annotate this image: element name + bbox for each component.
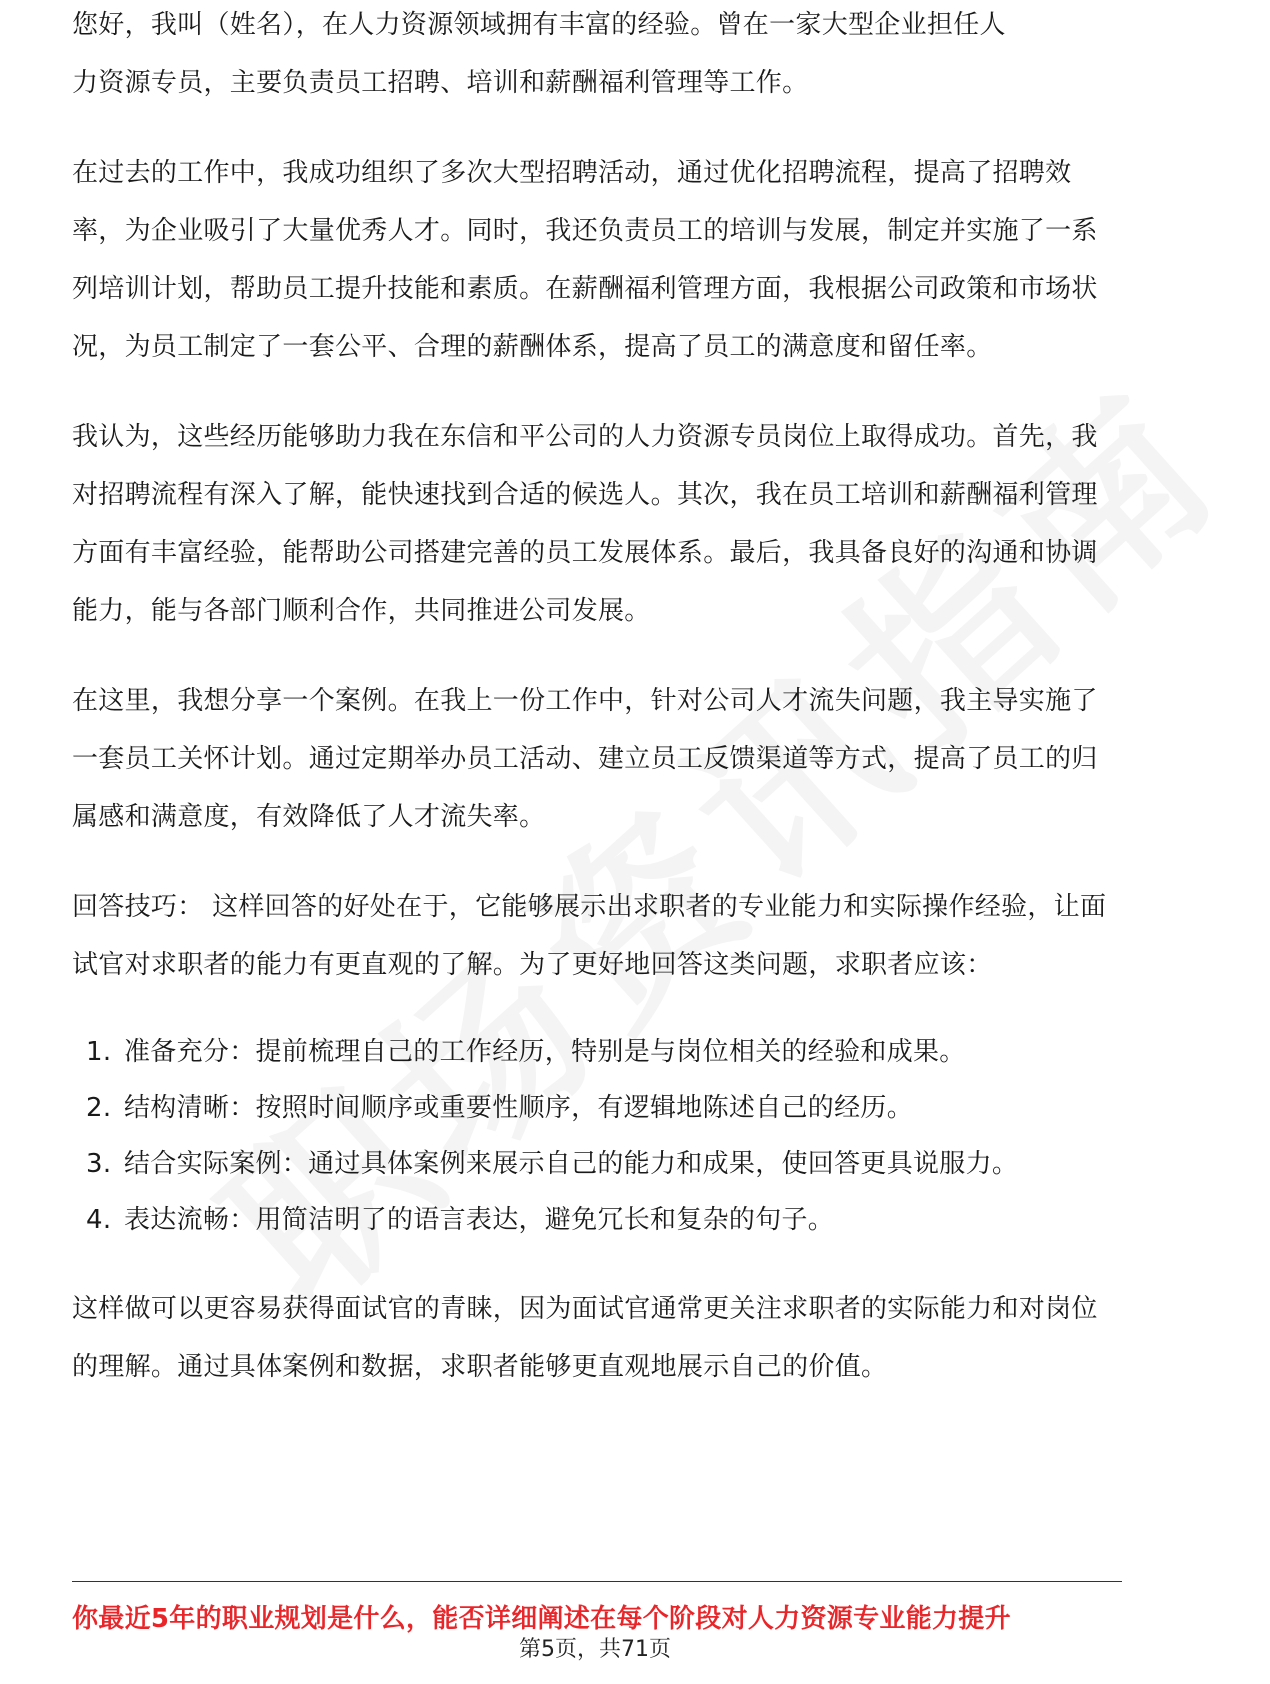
paragraph-conclusion: 这样做可以更容易获得面试官的青睐，因为面试官通常更关注求职者的实际能力和对岗位的理解。通过具体案例和数据，求职者能够更直观地展示自己的价值。 (72, 1294, 1098, 1382)
paragraph-case: 在这里，我想分享一个案例。在我上一份工作中，针对公司人才流失问题，我主导实施了一套员工关怀计划。通过定期举办员工活动、建立员工反馈渠道等方式，提高了员工的归属感和满意度，有效降低了人才流失率。 (72, 686, 1098, 832)
page-number: 第5页，共71页 (519, 1637, 671, 1662)
list-item: 2. 结构清晰：按照时间顺序或重要性顺序，有逻辑地陈述自己的经历。 (86, 1093, 914, 1123)
paragraph-tips-intro: 回答技巧： 这样回答的好处在于，它能够展示出求职者的专业能力和实际操作经验，让面试官对求职者的能力有更直观的了解。为了更好地回答这类问题，求职者应该： (72, 892, 1107, 980)
paragraph-fit: 我认为，这些经历能够助力我在东信和平公司的人力资源专员岗位上取得成功。首先，我对招聘流程有深入了解，能快速找到合适的候选人。其次，我在员工培训和薪酬福利管理方面有丰富经验，能帮助公司搭建完善的员工发展体系。最后，我具备良好的沟通和协调能力，能与各部门顺利合作，共同推进公司发展。 (72, 422, 1098, 626)
paragraph-experience: 在过去的工作中，我成功组织了多次大型招聘活动，通过优化招聘流程，提高了招聘效率，为企业吸引了大量优秀人才。同时，我还负责员工的培训与发展，制定并实施了一系列培训计划，帮助员工提升技能和素质。在薪酬福利管理方面，我根据公司政策和市场状况，为员工制定了一套公平、合理的薪酬体系，提高了员工的满意度和留任率。 (72, 158, 1098, 362)
section-divider (72, 1581, 1122, 1582)
cut-off-line: 您好，我叫（姓名），在人力资源领域拥有丰富的经验。曾在一家大型企业担任人 (72, 10, 1006, 40)
next-question-heading: 你最近5年的职业规划是什么，能否详细阐述在每个阶段对人力资源专业能力提升 (72, 1604, 1011, 1634)
paragraph-intro-text: 力资源专员，主要负责员工招聘、培训和薪酬福利管理等工作。 (72, 68, 809, 98)
list-item: 4. 表达流畅：用简洁明了的语言表达，避免冗长和复杂的句子。 (86, 1205, 835, 1235)
list-item: 1. 准备充分：提前梳理自己的工作经历，特别是与岗位相关的经验和成果。 (86, 1037, 966, 1067)
list-item: 3. 结合实际案例：通过具体案例来展示自己的能力和成果，使回答更具说服力。 (86, 1149, 1019, 1179)
tips-list (72, 1024, 1122, 1248)
document-body (72, 10, 1122, 1396)
paragraph-intro (72, 10, 1122, 112)
